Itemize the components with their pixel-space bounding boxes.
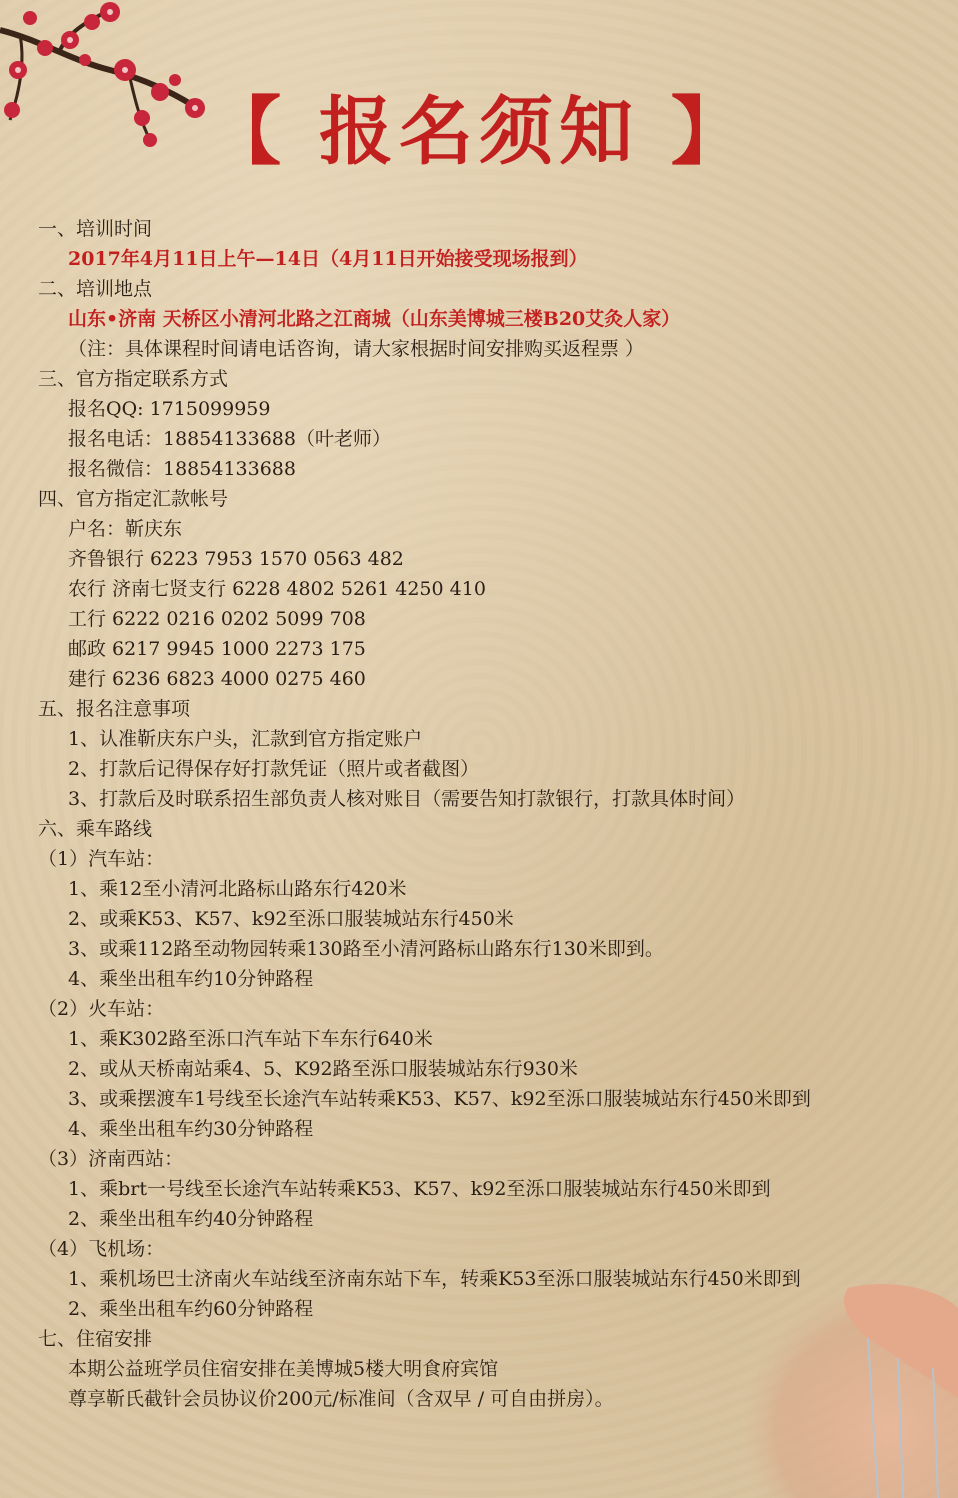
notice-line: 齐鲁银行 6223 7953 1570 0563 482	[68, 548, 404, 570]
notice-line: 3、或乘112路至动物园转乘130路至小清河路标山路东行130米即到。	[68, 938, 664, 960]
notice-line: 邮政 6217 9945 1000 2273 175	[68, 638, 366, 660]
notice-line: 尊享靳氏截针会员协议价200元/标准间（含双早 / 可自由拼房）。	[68, 1388, 614, 1410]
page-title: 【 报名须知 】	[207, 89, 751, 175]
notice-line: 2、或乘K53、K57、k92至泺口服装城站东行450米	[68, 908, 514, 930]
notice-line: 1、认准靳庆东户头，汇款到官方指定账户	[68, 728, 423, 750]
notice-line: 1、乘brt一号线至长途汽车站转乘K53、K57、k92至泺口服装城站东行450米即到	[68, 1178, 771, 1200]
section-heading: （1）汽车站：	[38, 848, 165, 870]
section-heading: （2）火车站：	[38, 998, 165, 1020]
section-heading: 三、官方指定联系方式	[38, 368, 229, 390]
notice-line: 2017年4月11日上午—14日（4月11日开始接受现场报到）	[68, 248, 588, 270]
notice-line: 2、打款后记得保存好打款凭证（照片或者截图）	[68, 758, 480, 780]
notice-line: 建行 6236 6823 4000 0275 460	[68, 668, 366, 690]
section-heading: 五、报名注意事项	[38, 698, 191, 720]
section-heading: 二、培训地点	[38, 278, 153, 300]
notice-line: 1、乘K302路至泺口汽车站下车东行640米	[68, 1028, 433, 1050]
notice-line: （注：具体课程时间请电话咨询，请大家根据时间安排购买返程票 ）	[68, 338, 645, 360]
notice-line: 2、或从天桥南站乘4、5、K92路至泺口服装城站东行930米	[68, 1058, 578, 1080]
notice-line: 本期公益班学员住宿安排在美博城5楼大明食府宾馆	[68, 1358, 499, 1380]
notice-line: 4、乘坐出租车约10分钟路程	[68, 968, 314, 990]
notice-line: 报名QQ: 1715099959	[68, 398, 271, 420]
section-heading: 一、培训时间	[38, 218, 153, 240]
notice-line: 工行 6222 0216 0202 5099 708	[68, 608, 366, 630]
notice-line: 3、打款后及时联系招生部负责人核对账目（需要告知打款银行，打款具体时间）	[68, 788, 746, 810]
notice-line: 3、或乘摆渡车1号线至长途汽车站转乘K53、K57、k92至泺口服装城站东行450米即到	[68, 1088, 811, 1110]
section-heading: （4）飞机场：	[38, 1238, 165, 1260]
notice-line: 1、乘机场巴士济南火车站线至济南东站下车，转乘K53至泺口服装城站东行450米即到	[68, 1268, 801, 1290]
notice-line: 户名：靳庆东	[68, 518, 183, 540]
notice-line: 报名电话：18854133688（叶老师）	[68, 428, 391, 450]
section-heading: 四、官方指定汇款帐号	[38, 488, 229, 510]
section-heading: 六、乘车路线	[38, 818, 153, 840]
notice-line: 农行 济南七贤支行 6228 4802 5261 4250 410	[68, 578, 486, 600]
notice-line: 2、乘坐出租车约60分钟路程	[68, 1298, 314, 1320]
notice-line: 1、乘12至小清河北路标山路东行420米	[68, 878, 407, 900]
notice-line: 报名微信：18854133688	[68, 458, 296, 480]
notice-content	[38, 214, 938, 1414]
notice-line: 2、乘坐出租车约40分钟路程	[68, 1208, 314, 1230]
section-heading: 七、住宿安排	[38, 1328, 153, 1350]
notice-line: 4、乘坐出租车约30分钟路程	[68, 1118, 314, 1140]
section-heading: （3）济南西站：	[38, 1148, 184, 1170]
notice-line: 山东•济南 天桥区小清河北路之江商城（山东美博城三楼B20艾灸人家）	[68, 308, 681, 330]
